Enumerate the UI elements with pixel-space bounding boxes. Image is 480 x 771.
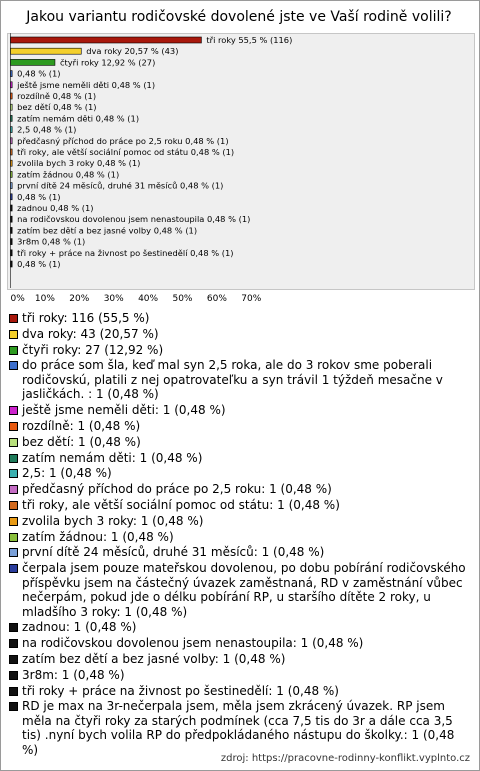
legend-text-13: první dítě 24 měsíců, druhé 31 měsíců: 1 (0,48 %) xyxy=(22,545,325,560)
bar-label-2: čtyři roky 12,92 % (27) xyxy=(59,57,156,68)
bar-label-8: 2,5 0,48 % (1) xyxy=(17,124,77,135)
legend-item-19 xyxy=(8,684,472,699)
legend-item-1 xyxy=(8,327,472,342)
legend-text-10: tři roky, ale větší sociální pomoc od státu: 1 (0,48 %) xyxy=(22,497,340,512)
legend-swatch-0 xyxy=(9,314,18,323)
bar-16 xyxy=(11,216,13,222)
legend-swatch-11 xyxy=(9,517,18,526)
legend-item-17 xyxy=(8,652,472,667)
bar-label-18: 3r8m 0,48 % (1) xyxy=(17,236,86,247)
bar-label-5: rozdílně 0,48 % (1) xyxy=(17,91,97,101)
legend-swatch-4 xyxy=(9,406,18,415)
legend-swatch-15 xyxy=(9,623,18,632)
legend-item-8 xyxy=(8,466,472,481)
bar-6 xyxy=(11,104,13,110)
legend-swatch-5 xyxy=(9,422,18,431)
legend-swatch-14 xyxy=(9,564,18,573)
bar-1 xyxy=(11,48,82,54)
legend-swatch-6 xyxy=(9,438,18,447)
legend-text-5: rozdílně: 1 (0,48 %) xyxy=(22,418,141,433)
legend-item-3 xyxy=(8,358,472,402)
legend-item-0 xyxy=(8,311,472,326)
bar-label-13: první dítě 24 měsíců, druhé 31 měsíců 0,48 % (1) xyxy=(17,180,224,191)
legend-text-11: zvolila bych 3 roky: 1 (0,48 %) xyxy=(22,513,204,528)
bar-18 xyxy=(11,239,13,245)
legend-swatch-7 xyxy=(9,454,18,463)
x-tick-label-7: 70% xyxy=(241,294,262,303)
legend-item-20 xyxy=(8,699,472,757)
bar-20 xyxy=(11,261,13,267)
legend-item-15 xyxy=(8,620,472,635)
legend-item-10 xyxy=(8,498,472,513)
bar-17 xyxy=(11,227,13,233)
bar-label-3: 0,48 % (1) xyxy=(17,68,61,79)
legend-swatch-10 xyxy=(9,501,18,510)
legend-swatch-19 xyxy=(9,687,18,696)
bar-12 xyxy=(11,171,13,177)
bar-label-15: zadnou 0,48 % (1) xyxy=(17,203,94,213)
legend-text-12: zatím žádnou: 1 (0,48 %) xyxy=(22,529,174,544)
legend-item-11 xyxy=(8,514,472,529)
x-tick-label-1: 10% xyxy=(34,294,55,303)
bar-14 xyxy=(11,194,13,200)
x-tick-label-4: 40% xyxy=(138,294,159,303)
legend-text-0: tři roky: 116 (55,5 %) xyxy=(22,311,150,325)
legend-text-17: zatím bez dětí a bez jasné volby: 1 (0,48 %) xyxy=(22,652,286,667)
legend-text-4: ještě jsme neměli děti: 1 (0,48 %) xyxy=(22,403,226,418)
x-tick-label-6: 60% xyxy=(206,294,227,303)
bar-label-10: tři roky, ale větší sociální pomoc od státu 0,48 % (1) xyxy=(17,147,235,157)
bar-label-0: tři roky 55,5 % (116) xyxy=(206,35,293,45)
bar-label-14: 0,48 % (1) xyxy=(17,191,61,202)
bar-label-7: zatím nemám děti 0,48 % (1) xyxy=(17,113,140,124)
legend-item-13 xyxy=(8,545,472,560)
legend-item-7 xyxy=(8,451,472,466)
bar-label-9: předčasný příchod do práce po 2,5 roku 0,48 % (1) xyxy=(17,135,229,146)
chart-title: Jakou variantu rodičovské dovolené jste ve Vaší rodině volili? xyxy=(26,9,452,25)
bar-chart xyxy=(7,33,473,303)
bar-5 xyxy=(11,93,13,99)
bar-8 xyxy=(11,127,13,133)
bar-label-19: tři roky + práce na živnost po šestinedělí 0,48 % (1) xyxy=(17,247,234,258)
legend-text-3: do práce som šla, keď mal syn 2,5 roka, ale do 3 rokov sme poberali rodičovskú, platili z nej opatrovateľku a syn trávil 1 týždeň mesačne v jasličkách. : 1 (0,48 %) xyxy=(22,358,443,402)
bar-label-12: zatím žádnou 0,48 % (1) xyxy=(17,169,120,180)
bar-label-1: dva roky 20,57 % (43) xyxy=(86,46,179,57)
legend-text-7: zatím nemám děti: 1 (0,48 %) xyxy=(22,450,203,465)
legend-swatch-17 xyxy=(9,655,18,664)
legend-swatch-9 xyxy=(9,485,18,494)
legend-swatch-16 xyxy=(9,639,18,648)
legend-swatch-12 xyxy=(9,533,18,542)
bar-2 xyxy=(11,59,55,65)
legend-swatch-8 xyxy=(9,469,18,478)
legend-item-9 xyxy=(8,482,472,497)
bar-label-6: bez dětí 0,48 % (1) xyxy=(17,102,97,113)
legend-text-19: tři roky + práce na živnost po šestinedělí: 1 (0,48 %) xyxy=(22,683,339,698)
bar-9 xyxy=(11,138,13,144)
legend-swatch-20 xyxy=(9,702,18,711)
bar-4 xyxy=(11,82,13,88)
source-label: zdroj: https://pracovne-rodinny-konflikt.vyplnto.cz xyxy=(220,753,470,764)
bar-label-4: ještě jsme neměli děti 0,48 % (1) xyxy=(17,79,156,90)
legend-item-4 xyxy=(8,403,472,418)
bar-15 xyxy=(11,205,13,211)
legend-swatch-3 xyxy=(9,361,18,370)
legend-text-14: čerpala jsem pouze mateřskou dovolenou, po dobu pobírání rodičovského příspěvku jsem na částečný úvazek zaměstnaná, RD v zaměstnání vůbec nečerpám, pokud jde o délku pobírání RP, u staršího dítěte 2 roky, u mladšího 3 roky: 1 (0,48 %) xyxy=(22,561,466,619)
bar-label-17: zatím bez dětí a bez jasné volby 0,48 % (1) xyxy=(17,225,198,236)
legend-item-2 xyxy=(8,343,472,358)
legend-text-9: předčasný příchod do práce po 2,5 roku: 1 (0,48 %) xyxy=(22,482,332,497)
legend-text-20: RD je max na 3r-nečerpala jsem, měla jsem zkrácený úvazek. RP jsem měla na čtyři roky za starých podmínek (cca 7,5 tis do 3r a dále cca 3,5 tis) .nyní bych volila RP do předpokládaného nástupu do školky.: 1 (0,48 %) xyxy=(22,699,455,757)
legend-text-16: na rodičovskou dovolenou jsem nenastoupila: 1 (0,48 %) xyxy=(22,636,364,651)
bar-11 xyxy=(11,160,13,166)
legend-swatch-18 xyxy=(9,671,18,680)
legend-text-8: 2,5: 1 (0,48 %) xyxy=(22,466,112,481)
bar-label-16: na rodičovskou dovolenou jsem nenastoupila 0,48 % (1) xyxy=(17,214,251,225)
bar-10 xyxy=(11,149,13,155)
legend xyxy=(8,311,472,759)
legend-text-6: bez dětí: 1 (0,48 %) xyxy=(22,434,141,449)
x-tick-label-5: 50% xyxy=(172,294,193,303)
legend-item-16 xyxy=(8,636,472,651)
legend-text-18: 3r8m: 1 (0,48 %) xyxy=(22,667,125,682)
legend-text-15: zadnou: 1 (0,48 %) xyxy=(22,620,137,635)
x-tick-label-3: 30% xyxy=(103,294,124,303)
bar-7 xyxy=(11,115,13,121)
legend-item-14 xyxy=(8,561,472,619)
x-tick-label-2: 20% xyxy=(69,294,90,303)
legend-text-1: dva roky: 43 (20,57 %) xyxy=(22,326,159,341)
legend-item-12 xyxy=(8,530,472,545)
legend-text-2: čtyři roky: 27 (12,92 %) xyxy=(22,342,164,357)
legend-swatch-13 xyxy=(9,548,18,557)
bar-19 xyxy=(11,250,13,256)
bar-3 xyxy=(11,71,13,77)
bar-13 xyxy=(11,183,13,189)
legend-item-18 xyxy=(8,668,472,683)
x-tick-label-0: 0% xyxy=(10,294,25,303)
legend-item-5 xyxy=(8,419,472,434)
legend-swatch-1 xyxy=(9,330,18,339)
bar-label-20: 0,48 % (1) xyxy=(17,259,61,269)
legend-item-6 xyxy=(8,435,472,450)
bar-label-11: zvolila bych 3 roky 0,48 % (1) xyxy=(17,158,141,169)
legend-swatch-2 xyxy=(9,346,18,355)
bar-0 xyxy=(11,37,202,43)
